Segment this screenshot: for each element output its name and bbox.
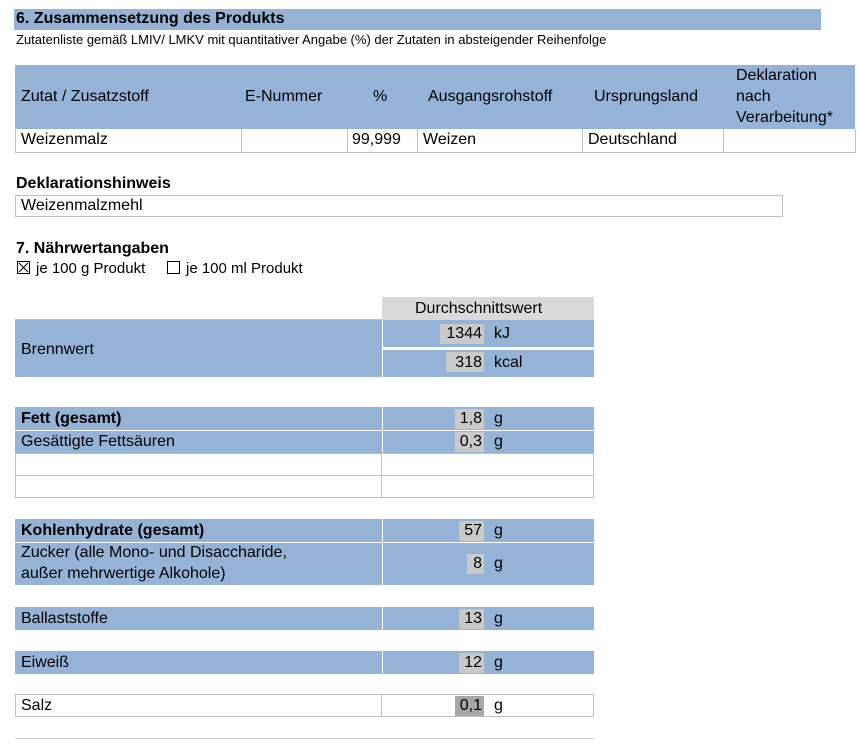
protein-value: 12 — [464, 654, 482, 671]
carbs-label: Kohlenhydrate (gesamt) — [21, 522, 205, 539]
per-100ml-checkbox[interactable] — [167, 261, 180, 274]
fat-label: Fett (gesamt) — [21, 410, 122, 427]
fiber-label: Ballaststoffe — [21, 610, 108, 627]
empty-row-1-label[interactable] — [15, 453, 382, 476]
protein-unit: g — [494, 654, 503, 671]
ingredients-table — [15, 65, 855, 152]
sugar-value: 8 — [473, 555, 482, 572]
fiber-unit: g — [494, 610, 503, 627]
carbs-value: 57 — [464, 522, 482, 539]
declaration-note-value: Weizenmalzmehl — [21, 197, 143, 214]
row-cell-e-number — [240, 129, 348, 153]
saturated-unit: g — [494, 433, 503, 450]
energy-kcal-unit: kcal — [494, 354, 523, 371]
empty-row-2-label[interactable] — [15, 475, 382, 498]
fat-col-sep — [382, 407, 383, 430]
nutrition-column-header: Durchschnittswert — [415, 300, 543, 317]
sugar-col-sep — [382, 542, 383, 585]
salt-label: Salz — [21, 697, 53, 714]
protein-label: Eiweiß — [21, 654, 70, 671]
fat-unit: g — [494, 410, 503, 427]
section-6-title: 6. Zusammensetzung des Produkts — [14, 9, 821, 30]
saturated-label: Gesättigte Fettsäuren — [21, 433, 175, 450]
nutrition-header-empty — [15, 297, 382, 320]
declaration-note-title: Deklarationshinweis — [16, 175, 171, 192]
energy-divider — [382, 347, 594, 350]
header-declaration-line3: Verarbeitung* — [736, 109, 833, 126]
header-raw-material: Ausgangsrohstoff — [428, 88, 553, 105]
per-100g-checkbox[interactable] — [17, 261, 30, 274]
energy-label: Brennwert — [21, 341, 94, 358]
header-declaration-line2: nach — [736, 88, 771, 105]
fiber-value: 13 — [464, 610, 482, 627]
per-100ml-label: je 100 ml Produkt — [186, 260, 303, 277]
header-percent: % — [373, 88, 388, 105]
section-6-subtitle: Zutatenliste gemäß LMIV/ LMKV mit quantitativer Angabe (%) der Zutaten in absteigender Reihenfolge — [16, 32, 607, 47]
header-origin: Ursprungsland — [594, 88, 699, 105]
sugar-unit: g — [494, 555, 503, 572]
ingredient-percent: 99,999 — [352, 131, 401, 148]
salt-value: 0,1 — [459, 697, 482, 714]
saturated-value: 0,3 — [459, 433, 482, 450]
sugar-label-line2: außer mehrwertige Alkohole) — [21, 565, 226, 582]
energy-kcal-value: 318 — [455, 354, 482, 371]
salt-unit: g — [494, 697, 503, 714]
header-e-number: E-Nummer — [245, 88, 323, 105]
ingredient-raw-material: Weizen — [423, 131, 477, 148]
header-declaration-line1: Deklaration — [736, 67, 817, 84]
empty-row-2-value[interactable] — [381, 475, 594, 498]
per-100g-label: je 100 g Produkt — [36, 260, 146, 277]
bottom-rule — [15, 738, 594, 739]
salt-value-cell — [381, 694, 594, 717]
carbs-col-sep — [382, 519, 383, 542]
empty-row-1-value[interactable] — [381, 453, 594, 476]
salt-label-cell — [15, 694, 382, 717]
row-cell-declaration — [723, 129, 856, 153]
energy-kj-value: 1344 — [446, 325, 482, 342]
section-7-title: 7. Nährwertangaben — [16, 240, 169, 257]
protein-row — [15, 651, 594, 674]
header-ingredient: Zutat / Zusatzstoff — [21, 88, 149, 105]
sugar-label-line1: Zucker (alle Mono- und Disaccharide, — [21, 544, 287, 561]
energy-kj-unit: kJ — [494, 325, 510, 342]
ingredient-name: Weizenmalz — [21, 131, 108, 148]
fat-value: 1,8 — [459, 410, 482, 427]
protein-col-sep — [382, 651, 383, 674]
saturated-col-sep — [382, 430, 383, 453]
fiber-col-sep — [382, 607, 383, 630]
ingredient-origin: Deutschland — [588, 131, 677, 148]
energy-col-sep — [382, 320, 383, 377]
carbs-unit: g — [494, 522, 503, 539]
